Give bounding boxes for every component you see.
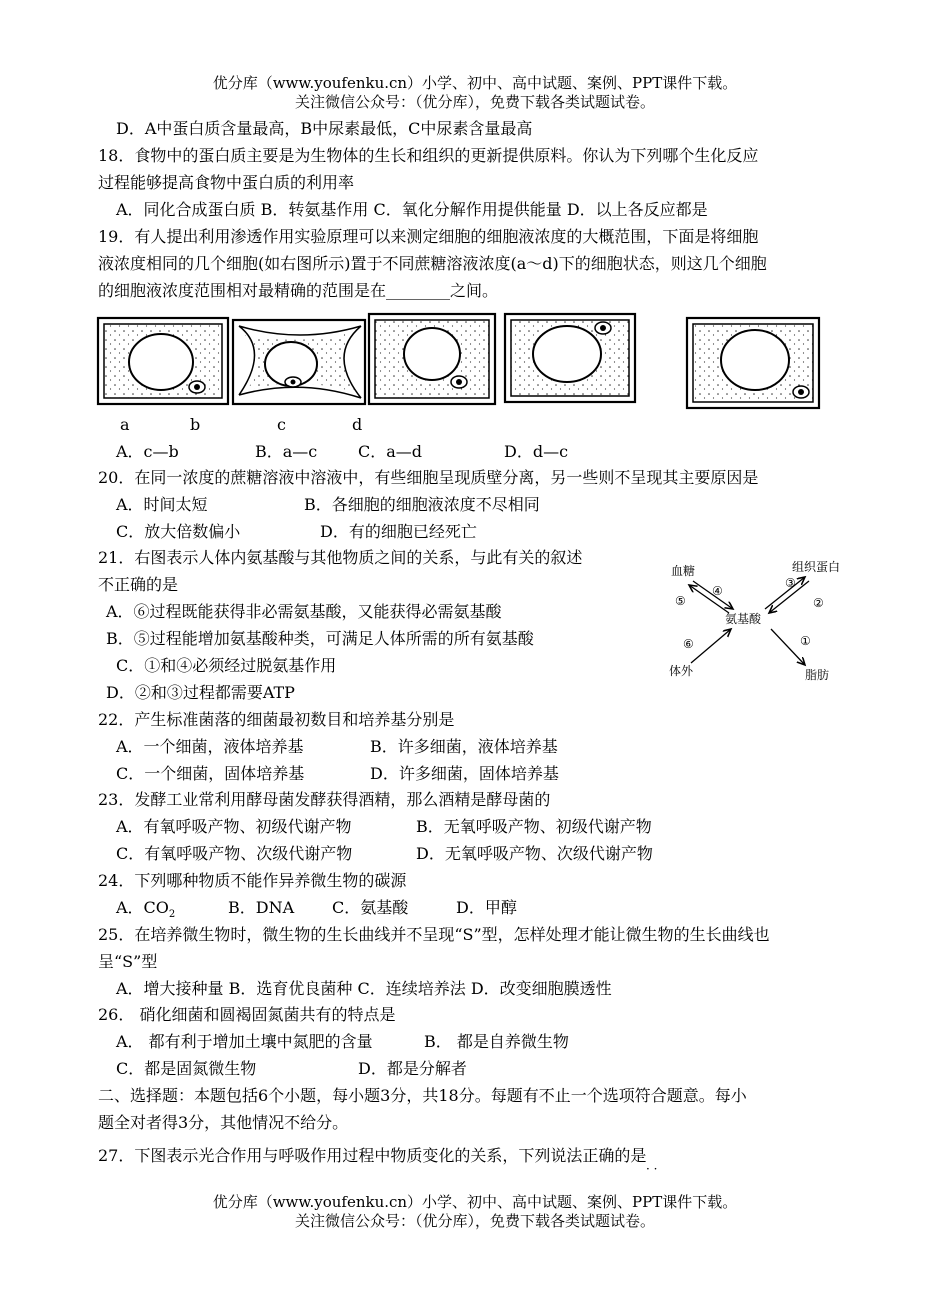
q20-stem: 20．在同一浓度的蔗糖溶液中溶液中，有些细胞呈现质壁分离，另一些则不呈现其主要原因是 bbox=[98, 468, 759, 487]
q18-options: A．同化合成蛋白质 B．转氨基作用 C．氧化分解作用提供能量 D．以上各反应都是 bbox=[116, 200, 708, 219]
q19-option-a: A．c—b bbox=[116, 442, 179, 461]
q24-option-a: A．$CO_2$ bbox=[116, 898, 176, 921]
q19-label-b: b bbox=[190, 415, 201, 434]
q24-option-c: C．氨基酸 bbox=[332, 898, 409, 917]
q26-option-c: C．都是固氮微生物 bbox=[116, 1059, 257, 1078]
q25-stem-2: 呈“S”型 bbox=[98, 952, 158, 971]
q18-stem-1: 18．食物中的蛋白质主要是为生物体的生长和组织的更新提供原料。你认为下列哪个生化反应 bbox=[98, 146, 759, 165]
q22-option-d: D．许多细菌，固体培养基 bbox=[370, 764, 559, 783]
q22-option-b: B．许多细菌，液体培养基 bbox=[370, 737, 558, 756]
q19-label-a: a bbox=[120, 415, 130, 434]
q19-option-d: D．d—c bbox=[504, 442, 569, 461]
q19-stem-2: 液浓度相同的几个细胞(如右图所示)置于不同蔗糖溶液浓度(a～d)下的细胞状态，则这几个细胞 bbox=[98, 254, 767, 273]
cell-d-image bbox=[505, 314, 635, 402]
diagram-blood-sugar: 血糖 bbox=[671, 564, 696, 578]
diagram-num-2: ② bbox=[813, 596, 824, 610]
q25-stem-1: 25．在培养微生物时，微生物的生长曲线并不呈现“S”型，怎样处理才能让微生物的生长曲线也 bbox=[98, 925, 770, 944]
diagram-outside: 体外 bbox=[669, 664, 694, 678]
q22-stem: 22．产生标准菌落的细菌最初数目和培养基分别是 bbox=[98, 710, 455, 729]
q26-option-b: B． 都是自养微生物 bbox=[424, 1032, 569, 1051]
q21-option-b: B．⑤过程能增加氨基酸种类，可满足人体所需的所有氨基酸 bbox=[106, 629, 534, 648]
header-line-1: 优分库（www.youfenku.cn）小学、初中、高中试题、案例、PPT课件下载。 bbox=[212, 74, 738, 92]
q19-option-b: B．a—c bbox=[255, 442, 318, 461]
q20-option-b: B．各细胞的细胞液浓度不尽相同 bbox=[304, 495, 540, 514]
q20-option-c: C．放大倍数偏小 bbox=[116, 522, 241, 541]
header-line-2: 关注微信公众号：（优分库），免费下载各类试题试卷。 bbox=[294, 93, 655, 111]
q21-stem-2: 不正确的是 bbox=[98, 575, 179, 594]
q26-option-d: D．都是分解者 bbox=[358, 1059, 467, 1078]
q20-option-d: D．有的细胞已经死亡 bbox=[320, 522, 477, 541]
diagram-num-5: ⑤ bbox=[675, 594, 686, 608]
emphasis-dots: · · bbox=[646, 1162, 658, 1176]
diagram-tissue-protein: 组织蛋白 bbox=[792, 560, 841, 574]
diagram-num-6: ⑥ bbox=[683, 637, 694, 651]
q22-option-a: A．一个细菌，液体培养基 bbox=[116, 737, 304, 756]
q24-option-b: B．DNA bbox=[228, 898, 295, 917]
q19-cells-figure bbox=[95, 310, 865, 414]
cell-e-image bbox=[687, 318, 819, 408]
q17-option-d: D．A中蛋白质含量最高，B中尿素最低，C中尿素含量最高 bbox=[116, 119, 533, 138]
q23-stem: 23．发酵工业常利用酵母菌发酵获得酒精，那么酒精是酵母菌的 bbox=[98, 790, 551, 809]
q27-stem: 27．下图表示光合作用与呼吸作用过程中物质变化的关系，下列说法正确的是 bbox=[98, 1146, 647, 1165]
q23-option-d: D．无氧呼吸产物、次级代谢产物 bbox=[416, 844, 653, 863]
cell-c-image bbox=[369, 314, 495, 404]
footer-line-2: 关注微信公众号：（优分库），免费下载各类试题试卷。 bbox=[294, 1212, 655, 1230]
q24-stem: 24．下列哪种物质不能作异养微生物的碳源 bbox=[98, 871, 407, 890]
q19-label-c: c bbox=[277, 415, 286, 434]
diagram-num-3: ③ bbox=[785, 576, 796, 590]
q26-stem: 26． 硝化细菌和圆褐固氮菌共有的特点是 bbox=[98, 1005, 396, 1024]
diagram-num-1: ① bbox=[800, 634, 811, 648]
diagram-amino-acid: 氨基酸 bbox=[725, 612, 762, 626]
q18-stem-2: 过程能够提高食物中蛋白质的利用率 bbox=[98, 173, 355, 192]
q22-option-c: C．一个细菌，固体培养基 bbox=[116, 764, 305, 783]
cell-b-image bbox=[233, 320, 365, 404]
q21-stem-1: 21．右图表示人体内氨基酸与其他物质之间的关系，与此有关的叙述 bbox=[98, 548, 583, 567]
q25-options: A．增大接种量 B．选育优良菌种 C．连续培养法 D．改变细胞膜透性 bbox=[116, 979, 612, 998]
q21-option-d: D．②和③过程都需要ATP bbox=[106, 683, 295, 702]
q21-option-a: A．⑥过程既能获得非必需氨基酸，又能获得必需氨基酸 bbox=[106, 602, 502, 621]
q26-option-a: A． 都有利于增加土壤中氮肥的含量 bbox=[116, 1032, 373, 1051]
q23-option-b: B．无氧呼吸产物、初级代谢产物 bbox=[416, 817, 652, 836]
q19-option-c: C．a—d bbox=[358, 442, 423, 461]
q19-stem-1: 19．有人提出利用渗透作用实验原理可以来测定细胞的细胞液浓度的大概范围，下面是将细胞 bbox=[98, 227, 759, 246]
diagram-fat: 脂肪 bbox=[805, 668, 830, 682]
q23-option-c: C．有氧呼吸产物、次级代谢产物 bbox=[116, 844, 353, 863]
q24-option-d: D．甲醇 bbox=[456, 898, 517, 917]
cell-a-image bbox=[98, 318, 228, 404]
q23-option-a: A．有氧呼吸产物、初级代谢产物 bbox=[116, 817, 352, 836]
q21-amino-acid-diagram bbox=[665, 555, 870, 685]
q21-option-c: C．①和④必须经过脱氨基作用 bbox=[116, 656, 337, 675]
section2-line-1: 二、选择题：本题包括6个小题，每小题3分，共18分。每题有不止一个选项符合题意。每小 bbox=[98, 1086, 747, 1105]
section2-line-2: 题全对者得3分，其他情况不给分。 bbox=[98, 1113, 349, 1132]
footer-line-1: 优分库（www.youfenku.cn）小学、初中、高中试题、案例、PPT课件下载。 bbox=[212, 1193, 738, 1211]
q19-stem-3: 的细胞液浓度范围相对最精确的范围是在________之间。 bbox=[98, 281, 499, 300]
diagram-num-4: ④ bbox=[712, 584, 723, 598]
q19-label-d: d bbox=[352, 415, 363, 434]
q20-option-a: A．时间太短 bbox=[116, 495, 208, 514]
